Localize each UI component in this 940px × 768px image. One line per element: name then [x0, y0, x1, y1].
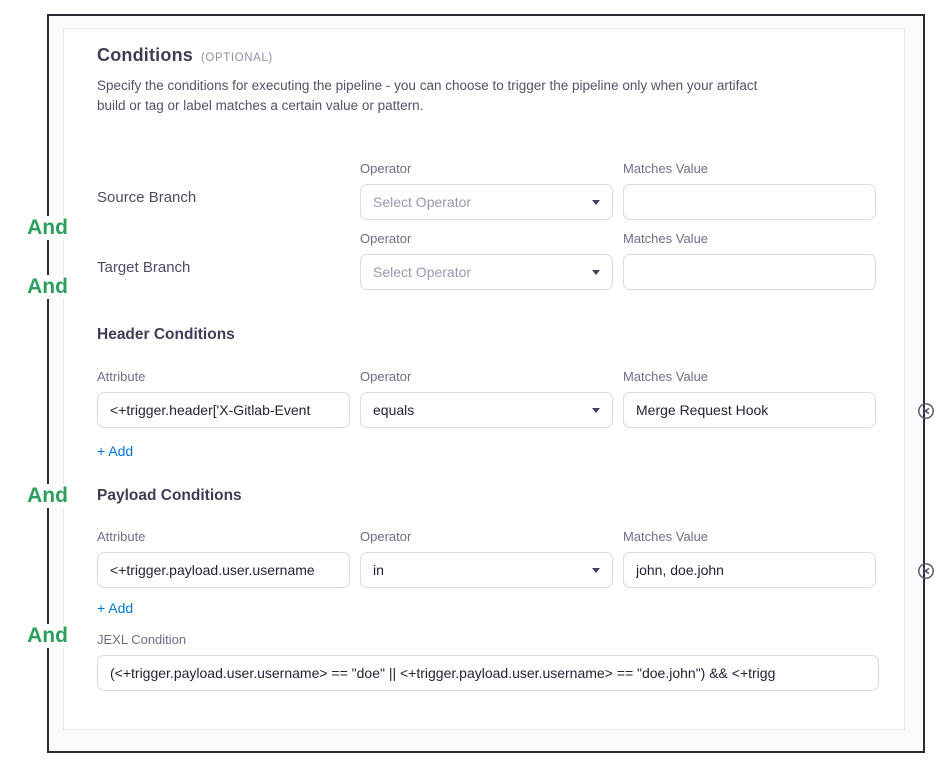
source-branch-matches-value-input[interactable] — [623, 184, 876, 220]
optional-tag: (OPTIONAL) — [200, 52, 273, 64]
matches-value-label: Matches Value — [623, 231, 709, 246]
payload-attribute-input[interactable] — [97, 552, 350, 588]
payload-value-col — [623, 529, 876, 588]
source-branch-label: Source Branch — [97, 189, 197, 206]
source-branch-row — [97, 161, 876, 220]
source-branch-value-col — [623, 161, 876, 220]
payload-conditions-heading: Payload Conditions — [97, 487, 242, 504]
payload-condition-row — [97, 529, 876, 588]
operator-label: Operator — [360, 529, 412, 544]
chevron-down-icon — [592, 270, 600, 275]
header-attribute-col — [97, 369, 350, 428]
target-branch-value-col — [623, 231, 876, 290]
select-placeholder: Select Operator — [373, 194, 472, 210]
target-branch-row — [97, 231, 876, 290]
and-connector-4: And — [19, 624, 76, 648]
select-value: equals — [373, 402, 415, 418]
target-branch-operator-col — [360, 231, 613, 290]
matches-value-label: Matches Value — [623, 529, 709, 544]
operator-label: Operator — [360, 231, 412, 246]
header-conditions-heading: Header Conditions — [97, 326, 235, 343]
panel-description: Specify the conditions for executing the pipeline - you can choose to trigger the pipeline only when your artifact build or tag or label matches a certain value or pattern. — [97, 78, 758, 113]
panel-title-row — [97, 45, 273, 66]
chevron-down-icon — [592, 200, 600, 205]
payload-add-button[interactable]: + Add — [97, 600, 134, 616]
remove-row-icon[interactable] — [917, 562, 935, 580]
operator-label: Operator — [360, 369, 412, 384]
matches-value-label: Matches Value — [623, 161, 709, 176]
header-matches-value-input[interactable] — [623, 392, 876, 428]
jexl-condition-label: JEXL Condition — [97, 632, 187, 647]
page-title: Conditions — [97, 45, 193, 65]
source-branch-operator-select[interactable] — [360, 184, 613, 220]
target-branch-label: Target Branch — [97, 259, 191, 276]
chevron-down-icon — [592, 568, 600, 573]
and-connector-2: And — [19, 275, 76, 299]
target-branch-matches-value-input[interactable] — [623, 254, 876, 290]
jexl-condition-block — [97, 632, 879, 691]
header-operator-col — [360, 369, 613, 428]
remove-row-icon[interactable] — [917, 402, 935, 420]
target-branch-label-col — [97, 231, 350, 290]
attribute-label: Attribute — [97, 529, 146, 544]
header-add-button[interactable]: + Add — [97, 443, 134, 459]
payload-attribute-col — [97, 529, 350, 588]
source-branch-label-col — [97, 161, 350, 220]
target-branch-operator-select[interactable] — [360, 254, 613, 290]
matches-value-label: Matches Value — [623, 369, 709, 384]
payload-matches-value-input[interactable] — [623, 552, 876, 588]
and-connector-1: And — [19, 216, 76, 240]
attribute-label: Attribute — [97, 369, 146, 384]
operator-label: Operator — [360, 161, 412, 176]
payload-operator-col — [360, 529, 613, 588]
select-value: in — [373, 562, 384, 578]
header-condition-row — [97, 369, 876, 428]
header-value-col — [623, 369, 876, 428]
jexl-condition-input[interactable] — [97, 655, 879, 691]
chevron-down-icon — [592, 408, 600, 413]
source-branch-operator-col — [360, 161, 613, 220]
conditions-panel — [63, 28, 905, 730]
payload-operator-select[interactable] — [360, 552, 613, 588]
header-operator-select[interactable] — [360, 392, 613, 428]
select-placeholder: Select Operator — [373, 264, 472, 280]
and-connector-3: And — [19, 484, 76, 508]
header-attribute-input[interactable] — [97, 392, 350, 428]
